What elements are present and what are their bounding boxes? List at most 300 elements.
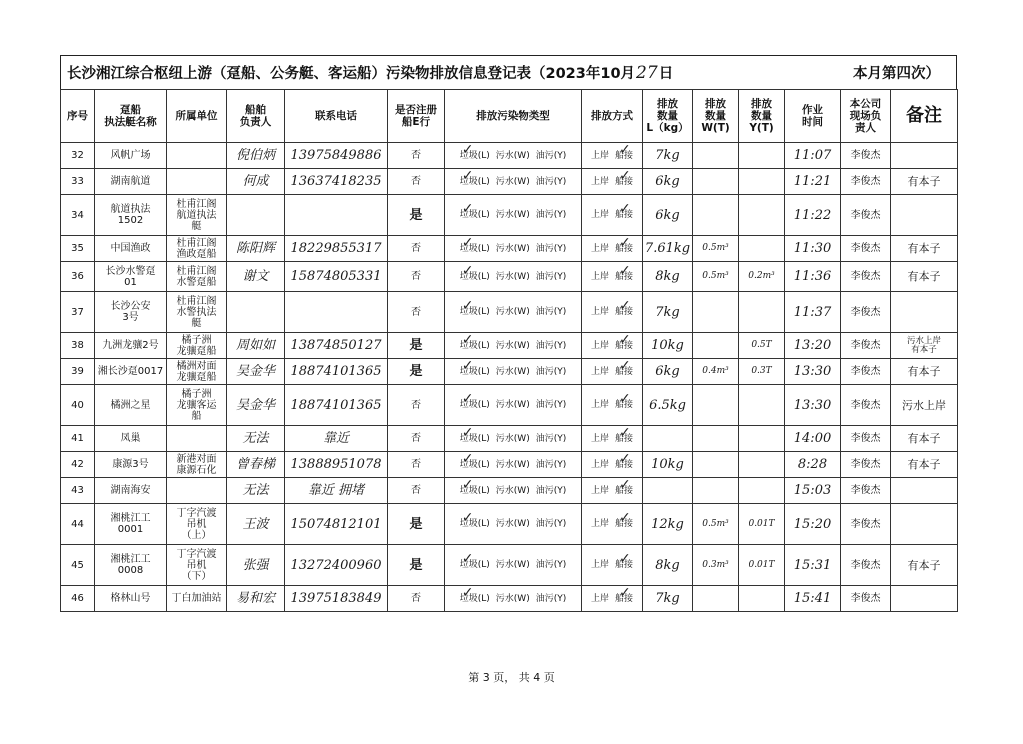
row-owner: [227, 195, 285, 236]
header-qty-l: 排放 数量 L（kg）: [643, 90, 693, 143]
option-oil: 油污(Y): [535, 243, 567, 254]
title-main: 长沙湘江综合枢纽上游（趸船、公务艇、客运船）污染物排放信息登记表（2023年10月: [67, 66, 636, 82]
row-ship-name: 长沙公安 3号: [95, 292, 167, 333]
row-supervisor: 李俊杰: [841, 236, 891, 262]
row-qty-y: [739, 195, 785, 236]
option-sewage: 污水(W): [495, 340, 530, 351]
option-sewage: 污水(W): [495, 519, 530, 529]
row-pollutant-types: [445, 586, 582, 612]
row-qty-y: [739, 452, 785, 478]
row-owner: 吴金华: [227, 385, 285, 426]
option-shore: 上岸: [590, 210, 609, 220]
row-seq: 38: [61, 333, 95, 359]
option-garbage: 垃圾(L) ✓: [460, 272, 490, 282]
row-registered: 否: [388, 452, 445, 478]
row-qty-l: 7kg: [643, 586, 693, 612]
option-shore: 上岸: [590, 176, 609, 187]
row-qty-y: [739, 586, 785, 612]
row-phone: [285, 292, 388, 333]
table-row: [61, 586, 958, 612]
row-seq: 35: [61, 236, 95, 262]
table-row: [61, 333, 958, 359]
row-ship-name: 中国渔政: [95, 236, 167, 262]
option-shore: 上岸: [590, 150, 609, 161]
row-method: [582, 426, 643, 452]
option-shore: 上岸: [590, 340, 609, 351]
table-row: [61, 195, 958, 236]
row-remark: 有本子: [891, 236, 958, 262]
option-shore: 上岸: [590, 366, 609, 377]
row-phone: 13272400960: [285, 545, 388, 586]
option-garbage: 垃圾(L) ✓: [460, 434, 490, 444]
row-pollutant-types: [445, 195, 582, 236]
option-garbage: 垃圾(L) ✓: [460, 367, 490, 377]
row-time: 11:36: [785, 262, 841, 292]
row-ship-name: 九洲龙骧2号: [95, 333, 167, 359]
row-unit: 橘子洲 龙骧趸船: [167, 333, 227, 359]
row-qty-y: [739, 385, 785, 426]
option-sewage: 污水(W): [495, 485, 530, 496]
row-remark: [891, 478, 958, 504]
option-garbage: 垃圾(L) ✓: [460, 460, 490, 470]
row-owner: 陈阳辉: [227, 236, 285, 262]
row-pollutant-types: [445, 169, 582, 195]
row-registered: 否: [388, 385, 445, 426]
option-shore: 上岸: [590, 433, 609, 444]
option-ship: 船接 ✓: [615, 272, 633, 282]
option-garbage: 垃圾(L) ✓: [460, 341, 490, 351]
table-row: [61, 504, 958, 545]
table-row: [61, 169, 958, 195]
row-time: 11:21: [785, 169, 841, 195]
row-qty-y: [739, 426, 785, 452]
table-row: [61, 385, 958, 426]
row-seq: 39: [61, 359, 95, 385]
option-ship: 船接 ✓: [615, 434, 633, 444]
row-pollutant-types: [445, 292, 582, 333]
row-seq: 45: [61, 545, 95, 586]
option-sewage: 污水(W): [495, 243, 530, 254]
row-qty-l: 6kg: [643, 359, 693, 385]
header-method: 排放方式: [582, 90, 643, 143]
row-qty-w: [693, 586, 739, 612]
registration-sheet: [60, 55, 957, 612]
option-ship: 船接 ✓: [615, 400, 633, 410]
row-registered: 否: [388, 586, 445, 612]
row-owner: 张强: [227, 545, 285, 586]
option-oil: 油污(Y): [535, 271, 567, 282]
row-seq: 34: [61, 195, 95, 236]
row-phone: 13888951078: [285, 452, 388, 478]
row-ship-name: 长沙水警趸 01: [95, 262, 167, 292]
option-sewage: 污水(W): [495, 400, 530, 410]
row-supervisor: 李俊杰: [841, 143, 891, 169]
row-owner: 倪伯炳: [227, 143, 285, 169]
row-unit: [167, 478, 227, 504]
option-oil: 油污(Y): [535, 400, 567, 410]
row-owner: 无法: [227, 426, 285, 452]
row-phone: 13975849886: [285, 143, 388, 169]
row-seq: 42: [61, 452, 95, 478]
option-garbage: 垃圾(L) ✓: [460, 244, 490, 254]
title-suffix: 日: [658, 66, 674, 82]
row-seq: 32: [61, 143, 95, 169]
row-owner: [227, 292, 285, 333]
table-row: [61, 545, 958, 586]
row-supervisor: 李俊杰: [841, 169, 891, 195]
option-ship: 船接 ✓: [615, 486, 633, 496]
row-time: 15:03: [785, 478, 841, 504]
row-qty-l: 12kg: [643, 504, 693, 545]
option-sewage: 污水(W): [495, 307, 530, 317]
row-supervisor: 李俊杰: [841, 292, 891, 333]
row-qty-y: [739, 236, 785, 262]
option-oil: 油污(Y): [535, 519, 567, 529]
option-garbage: 垃圾(L) ✓: [460, 486, 490, 496]
row-qty-l: 6kg: [643, 195, 693, 236]
row-method: [582, 359, 643, 385]
row-phone: 13975183849: [285, 586, 388, 612]
row-remark: 有本子: [891, 545, 958, 586]
row-registered: 是: [388, 195, 445, 236]
option-sewage: 污水(W): [495, 366, 530, 377]
title-date-handwritten: 27: [636, 62, 658, 83]
row-pollutant-types: [445, 262, 582, 292]
row-phone: 18229855317: [285, 236, 388, 262]
row-seq: 43: [61, 478, 95, 504]
row-phone: 15074812101: [285, 504, 388, 545]
row-method: [582, 195, 643, 236]
row-owner: 周如如: [227, 333, 285, 359]
row-ship-name: 湖南海安: [95, 478, 167, 504]
row-unit: 丁字汽渡 吊机 （上）: [167, 504, 227, 545]
row-remark: 有本子: [891, 426, 958, 452]
row-supervisor: 李俊杰: [841, 426, 891, 452]
row-method: [582, 292, 643, 333]
row-ship-name: 格林山号: [95, 586, 167, 612]
header-seq: 序号: [61, 90, 95, 143]
row-supervisor: 李俊杰: [841, 262, 891, 292]
row-registered: 是: [388, 504, 445, 545]
row-time: 13:30: [785, 385, 841, 426]
table-row: [61, 426, 958, 452]
row-remark: 有本子: [891, 169, 958, 195]
row-method: [582, 478, 643, 504]
row-remark: [891, 504, 958, 545]
row-qty-w: 0.5m³: [693, 504, 739, 545]
row-unit: 杜甫江阁 航道执法 艇: [167, 195, 227, 236]
option-oil: 油污(Y): [535, 366, 567, 377]
row-ship-name: 湘桃江工 0001: [95, 504, 167, 545]
option-oil: 油污(Y): [535, 340, 567, 351]
header-qty-y: 排放 数量 Y(T): [739, 90, 785, 143]
row-seq: 41: [61, 426, 95, 452]
row-qty-l: [643, 426, 693, 452]
row-unit: [167, 143, 227, 169]
row-remark: [891, 195, 958, 236]
row-owner: 无法: [227, 478, 285, 504]
option-garbage: 垃圾(L) ✓: [460, 307, 490, 317]
row-method: [582, 504, 643, 545]
row-qty-w: [693, 333, 739, 359]
option-sewage: 污水(W): [495, 560, 530, 570]
row-qty-l: 6kg: [643, 169, 693, 195]
option-oil: 油污(Y): [535, 459, 567, 470]
row-qty-w: 0.4m³: [693, 359, 739, 385]
header-row: [61, 90, 958, 143]
row-unit: 丁字汽渡 吊机 （下）: [167, 545, 227, 586]
row-owner: 易和宏: [227, 586, 285, 612]
option-shore: 上岸: [590, 485, 609, 496]
table-row: [61, 359, 958, 385]
table-row: [61, 452, 958, 478]
option-garbage: 垃圾(L) ✓: [460, 594, 490, 604]
row-method: [582, 262, 643, 292]
row-ship-name: 湘桃江工 0008: [95, 545, 167, 586]
row-method: [582, 236, 643, 262]
row-method: [582, 452, 643, 478]
option-oil: 油污(Y): [535, 210, 567, 220]
row-supervisor: 李俊杰: [841, 359, 891, 385]
option-shore: 上岸: [590, 243, 609, 254]
row-seq: 36: [61, 262, 95, 292]
row-time: 11:37: [785, 292, 841, 333]
row-phone: 靠近: [285, 426, 388, 452]
option-sewage: 污水(W): [495, 176, 530, 187]
row-registered: 否: [388, 292, 445, 333]
row-remark: [891, 292, 958, 333]
option-shore: 上岸: [590, 593, 609, 604]
header-supervisor: 本公司 现场负 责人: [841, 90, 891, 143]
row-qty-y: 0.2m³: [739, 262, 785, 292]
row-qty-w: 0.5m³: [693, 236, 739, 262]
option-ship: 船接 ✓: [615, 244, 633, 254]
header-pollutant-type: 排放污染物类型: [445, 90, 582, 143]
option-sewage: 污水(W): [495, 271, 530, 282]
option-ship: 船接 ✓: [615, 151, 633, 161]
row-qty-l: 7kg: [643, 292, 693, 333]
header-unit: 所属单位: [167, 90, 227, 143]
row-unit: [167, 169, 227, 195]
row-ship-name: 航道执法 1502: [95, 195, 167, 236]
row-seq: 37: [61, 292, 95, 333]
table-row: [61, 262, 958, 292]
row-qty-l: 10kg: [643, 333, 693, 359]
option-ship: 船接 ✓: [615, 460, 633, 470]
row-qty-y: 0.5T: [739, 333, 785, 359]
row-qty-l: 8kg: [643, 262, 693, 292]
row-owner: 吴金华: [227, 359, 285, 385]
row-method: [582, 586, 643, 612]
table-row: [61, 143, 958, 169]
form-title: [60, 55, 957, 89]
row-qty-w: [693, 292, 739, 333]
option-shore: 上岸: [590, 459, 609, 470]
row-registered: 否: [388, 236, 445, 262]
header-ship: 趸船 执法艇名称: [95, 90, 167, 143]
option-ship: 船接 ✓: [615, 367, 633, 377]
row-owner: 曾春梯: [227, 452, 285, 478]
pollutant-table: [60, 89, 958, 612]
row-registered: 是: [388, 359, 445, 385]
option-ship: 船接 ✓: [615, 594, 633, 604]
row-registered: 否: [388, 478, 445, 504]
option-shore: 上岸: [590, 560, 609, 570]
table-row: [61, 236, 958, 262]
header-phone: 联系电话: [285, 90, 388, 143]
row-method: [582, 169, 643, 195]
row-registered: 否: [388, 143, 445, 169]
option-garbage: 垃圾(L) ✓: [460, 400, 490, 410]
row-supervisor: 李俊杰: [841, 333, 891, 359]
row-phone: 18874101365: [285, 385, 388, 426]
row-registered: 是: [388, 545, 445, 586]
row-supervisor: 李俊杰: [841, 545, 891, 586]
row-time: 15:41: [785, 586, 841, 612]
row-phone: 18874101365: [285, 359, 388, 385]
row-qty-w: 0.3m³: [693, 545, 739, 586]
option-oil: 油污(Y): [535, 150, 567, 161]
row-supervisor: 李俊杰: [841, 478, 891, 504]
option-garbage: 垃圾(L) ✓: [460, 151, 490, 161]
row-unit: 橘洲对面 龙骧趸船: [167, 359, 227, 385]
option-oil: 油污(Y): [535, 560, 567, 570]
row-qty-l: [643, 478, 693, 504]
option-shore: 上岸: [590, 400, 609, 410]
row-qty-w: [693, 169, 739, 195]
option-ship: 船接 ✓: [615, 519, 633, 529]
row-time: 11:07: [785, 143, 841, 169]
row-remark: 有本子: [891, 359, 958, 385]
row-time: 14:00: [785, 426, 841, 452]
row-pollutant-types: [445, 452, 582, 478]
option-sewage: 污水(W): [495, 593, 530, 604]
row-supervisor: 李俊杰: [841, 195, 891, 236]
row-registered: 否: [388, 426, 445, 452]
row-phone: [285, 195, 388, 236]
row-seq: 40: [61, 385, 95, 426]
row-time: 11:30: [785, 236, 841, 262]
row-registered: 否: [388, 262, 445, 292]
row-phone: 13874850127: [285, 333, 388, 359]
row-remark: 有本子: [891, 262, 958, 292]
row-supervisor: 李俊杰: [841, 385, 891, 426]
row-unit: 杜甫江阁 渔政趸船: [167, 236, 227, 262]
row-qty-w: [693, 143, 739, 169]
option-oil: 油污(Y): [535, 176, 567, 187]
row-qty-y: [739, 478, 785, 504]
row-pollutant-types: [445, 143, 582, 169]
row-qty-w: [693, 426, 739, 452]
row-time: 11:22: [785, 195, 841, 236]
option-shore: 上岸: [590, 307, 609, 317]
row-qty-l: 6.5kg: [643, 385, 693, 426]
row-seq: 33: [61, 169, 95, 195]
row-remark: 污水上岸: [891, 385, 958, 426]
row-qty-l: 7.61kg: [643, 236, 693, 262]
option-ship: 船接 ✓: [615, 177, 633, 187]
row-pollutant-types: [445, 236, 582, 262]
row-method: [582, 333, 643, 359]
row-unit: 丁白加油站: [167, 586, 227, 612]
option-oil: 油污(Y): [535, 593, 567, 604]
row-remark: 污水上岸 有本子: [891, 333, 958, 359]
row-qty-w: [693, 195, 739, 236]
row-qty-y: 0.01T: [739, 545, 785, 586]
header-owner: 船舶 负责人: [227, 90, 285, 143]
row-pollutant-types: [445, 426, 582, 452]
row-qty-y: 0.01T: [739, 504, 785, 545]
row-pollutant-types: [445, 385, 582, 426]
option-sewage: 污水(W): [495, 150, 530, 161]
header-qty-w: 排放 数量 W(T): [693, 90, 739, 143]
row-method: [582, 143, 643, 169]
row-owner: 何成: [227, 169, 285, 195]
row-remark: [891, 143, 958, 169]
option-shore: 上岸: [590, 271, 609, 282]
row-registered: 否: [388, 169, 445, 195]
option-oil: 油污(Y): [535, 485, 567, 496]
row-unit: 杜甫江阁 水警趸船: [167, 262, 227, 292]
row-ship-name: 凤巢: [95, 426, 167, 452]
row-unit: 杜甫江阁 水警执法 艇: [167, 292, 227, 333]
row-qty-w: [693, 478, 739, 504]
option-garbage: 垃圾(L) ✓: [460, 560, 490, 570]
option-garbage: 垃圾(L) ✓: [460, 519, 490, 529]
title-count: 本月第四次）: [853, 66, 940, 82]
header-time: 作业 时间: [785, 90, 841, 143]
row-owner: 谢文: [227, 262, 285, 292]
row-supervisor: 李俊杰: [841, 452, 891, 478]
row-time: 15:31: [785, 545, 841, 586]
row-registered: 是: [388, 333, 445, 359]
row-ship-name: 康源3号: [95, 452, 167, 478]
header-registered: 是否注册 船E行: [388, 90, 445, 143]
row-pollutant-types: [445, 504, 582, 545]
row-qty-l: 7kg: [643, 143, 693, 169]
row-time: 13:20: [785, 333, 841, 359]
row-time: 15:20: [785, 504, 841, 545]
option-oil: 油污(Y): [535, 307, 567, 317]
option-sewage: 污水(W): [495, 459, 530, 470]
row-unit: 橘子洲 龙骧客运 船: [167, 385, 227, 426]
row-pollutant-types: [445, 333, 582, 359]
option-garbage: 垃圾(L) ✓: [460, 177, 490, 187]
row-seq: 46: [61, 586, 95, 612]
row-ship-name: 橘洲之星: [95, 385, 167, 426]
row-qty-l: 10kg: [643, 452, 693, 478]
row-ship-name: 风帆广场: [95, 143, 167, 169]
row-unit: 新港对面 康源石化: [167, 452, 227, 478]
row-qty-y: [739, 292, 785, 333]
row-qty-y: [739, 143, 785, 169]
header-remark: 备注: [891, 90, 958, 143]
page-footer: 第 3 页， 共 4 页: [468, 671, 555, 684]
row-phone: 靠近 拥堵: [285, 478, 388, 504]
row-remark: 有本子: [891, 452, 958, 478]
row-method: [582, 545, 643, 586]
table-row: [61, 292, 958, 333]
row-owner: 王波: [227, 504, 285, 545]
row-supervisor: 李俊杰: [841, 586, 891, 612]
row-seq: 44: [61, 504, 95, 545]
row-qty-w: [693, 385, 739, 426]
table-row: [61, 478, 958, 504]
option-ship: 船接 ✓: [615, 210, 633, 220]
row-ship-name: 湖南航道: [95, 169, 167, 195]
option-sewage: 污水(W): [495, 433, 530, 444]
row-method: [582, 385, 643, 426]
